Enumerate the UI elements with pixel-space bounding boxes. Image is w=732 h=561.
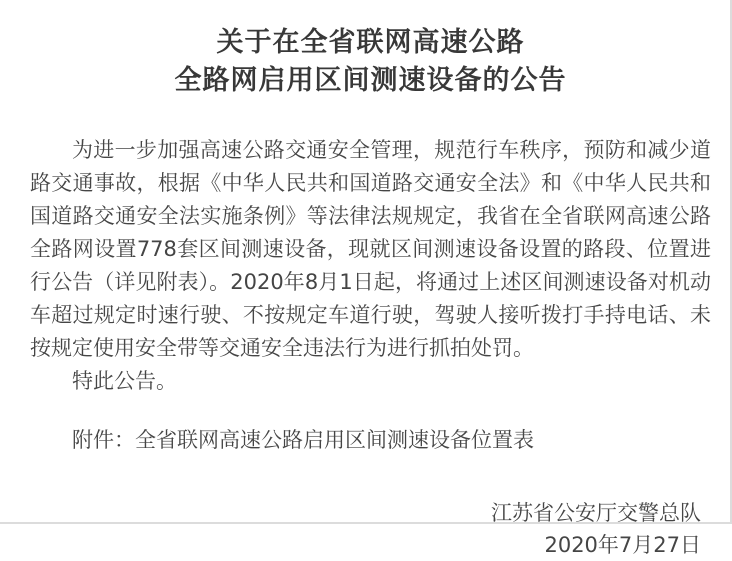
document-title [30,24,711,100]
main-paragraph: 为进一步加强高速公路交通安全管理，规范行车秩序，预防和减少道路交通事故，根据《中华人民共和国道路交通安全法》和《中华人民共和国道路交通安全法实施条例》等法律法规规定，我省在全省联网高速公路全路网设置778套区间测速设备，现就区间测速设备设置的路段、位置进行公告（详见附表）。2020年8月1日起，将通过上述区间测速设备对机动车超过规定时速行驶、不按规定车道行驶，驾驶人接听拨打手持电话、未按规定使用安全带等交通安全违法行为进行抓拍处罚。 [30,138,711,360]
signature-block [30,497,711,561]
attachment-line: 附件：全省联网高速公路启用区间测速设备位置表 [72,428,534,452]
signature-date: 2020年7月27日 [544,533,701,557]
closing-line: 特此公告。 [72,369,177,393]
document-body [30,134,711,398]
title-line-1: 关于在全省联网高速公路 [216,27,525,58]
signature-organization: 江苏省公安厅交警总队 [491,501,701,525]
title-line-2: 全路网启用区间测速设备的公告 [174,65,567,96]
